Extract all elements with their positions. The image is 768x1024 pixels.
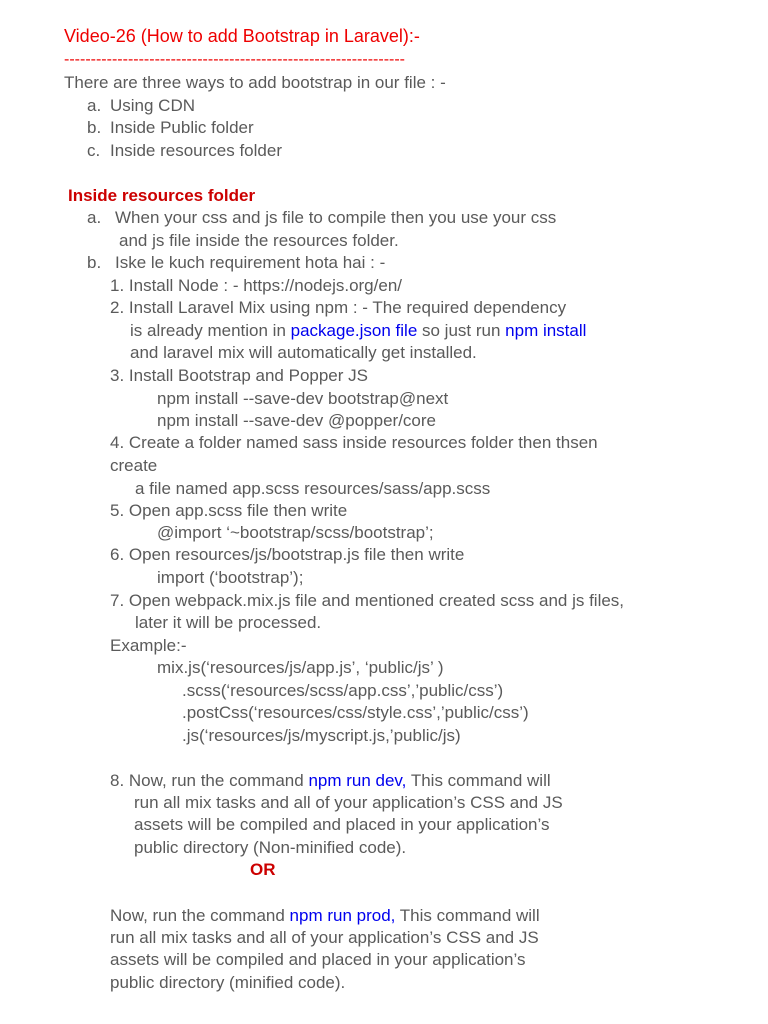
step-4-line1: 4. Create a folder named sass inside resources folder then thsen xyxy=(110,433,598,452)
section-heading: Inside resources folder xyxy=(68,186,256,205)
prod-line3: assets will be compiled and placed in your application’s xyxy=(110,950,526,969)
code-line-mix-js: mix.js(‘resources/js/app.js’, ‘public/js’ ) xyxy=(157,658,444,677)
step-8-pre: 8. Now, run the command xyxy=(110,771,309,790)
page-title: Video-26 (How to add Bootstrap in Laravel):- xyxy=(64,26,420,46)
way-item-public: Inside Public folder xyxy=(110,118,254,137)
package-json-highlight: package.json file xyxy=(290,321,418,340)
step-3-cmd-popper: npm install --save-dev @popper/core xyxy=(157,411,436,430)
step-6-code: import (‘bootstrap’); xyxy=(157,568,304,587)
step-7-line1: 7. Open webpack.mix.js file and mentioned created scss and js files, xyxy=(110,591,625,610)
example-label: Example:- xyxy=(110,636,187,655)
step-2-line1: 2. Install Laravel Mix using npm : - The required dependency xyxy=(110,298,567,317)
step-8-line1 xyxy=(110,770,551,792)
point-a-line1: When your css and js file to compile then you use your css xyxy=(115,208,557,227)
step-5: 5. Open app.scss file then write xyxy=(110,501,348,520)
point-a-marker: a. xyxy=(87,208,102,227)
way-marker-c: c. xyxy=(87,141,101,160)
step-5-code: @import ‘~bootstrap/scss/bootstrap’; xyxy=(157,523,434,542)
point-b-text: Iske le kuch requirement hota hai : - xyxy=(115,253,386,272)
npm-run-prod-highlight: npm run prod, xyxy=(289,906,396,925)
step-8-line3: assets will be compiled and placed in your application’s xyxy=(134,815,550,834)
step-2-line2 xyxy=(130,320,586,342)
step-8-post: This command will xyxy=(406,771,551,790)
npm-install-highlight: npm install xyxy=(505,321,587,340)
way-marker-a: a. xyxy=(87,96,102,115)
step-8-line2: run all mix tasks and all of your application’s CSS and JS xyxy=(134,793,563,812)
step-8-line4: public directory (Non-minified code). xyxy=(134,838,407,857)
npm-run-dev-highlight: npm run dev, xyxy=(308,771,407,790)
step-7-line2: later it will be processed. xyxy=(135,613,322,632)
prod-post: This command will xyxy=(395,906,540,925)
prod-line4: public directory (minified code). xyxy=(110,973,346,992)
step-2-line2-pre: is already mention in xyxy=(130,321,291,340)
step-4-line3: a file named app.scss resources/sass/app.scss xyxy=(135,479,491,498)
step-1: 1. Install Node : - https://nodejs.org/en/ xyxy=(110,276,402,295)
way-item-cdn: Using CDN xyxy=(110,96,196,115)
intro-text: There are three ways to add bootstrap in our file : - xyxy=(64,73,446,92)
step-3-cmd-bootstrap: npm install --save-dev bootstrap@next xyxy=(157,389,449,408)
code-line-js: .js(‘resources/js/myscript.js,’public/js) xyxy=(182,726,461,745)
point-a-line2: and js file inside the resources folder. xyxy=(119,231,399,250)
step-3: 3. Install Bootstrap and Popper JS xyxy=(110,366,368,385)
step-2-line3: and laravel mix will automatically get installed. xyxy=(130,343,477,362)
step-6: 6. Open resources/js/bootstrap.js file then write xyxy=(110,545,465,564)
prod-line1 xyxy=(110,905,540,927)
way-marker-b: b. xyxy=(87,118,102,137)
step-4-line2: create xyxy=(110,456,158,475)
way-item-resources: Inside resources folder xyxy=(110,141,282,160)
title-separator: ---------------------------------------------------------------- xyxy=(64,51,405,68)
code-line-scss: .scss(‘resources/scss/app.css’,’public/css’) xyxy=(182,681,504,700)
code-line-postcss: .postCss(‘resources/css/style.css’,’public/css’) xyxy=(182,703,529,722)
step-2-line2-mid: so just run xyxy=(417,321,506,340)
or-separator: OR xyxy=(250,860,276,879)
point-b-marker: b. xyxy=(87,253,102,272)
prod-pre: Now, run the command xyxy=(110,906,290,925)
prod-line2: run all mix tasks and all of your application’s CSS and JS xyxy=(110,928,539,947)
